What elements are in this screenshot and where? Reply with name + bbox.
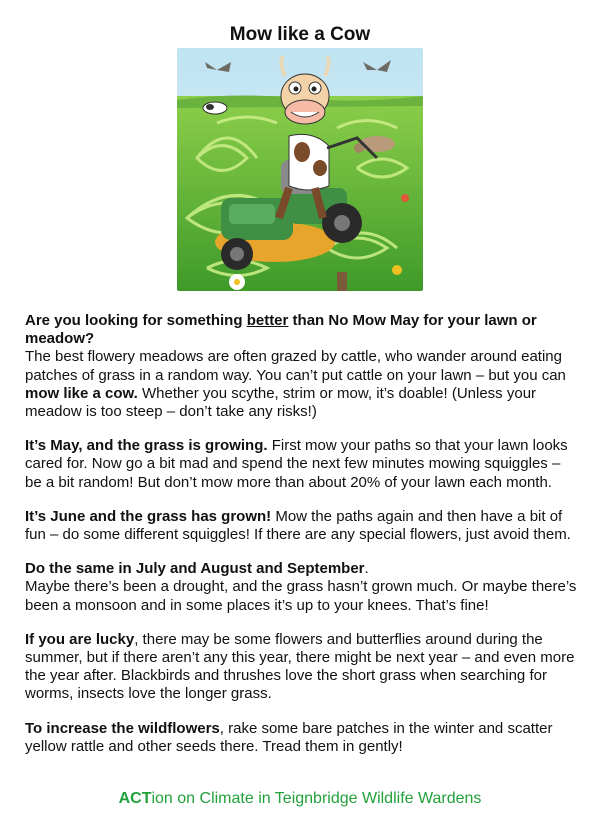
- intro-heading-end: than No Mow May for your lawn or meadow?: [25, 312, 537, 348]
- june-heading: It’s June and the grass has grown!: [25, 507, 272, 525]
- summer-heading: Do the same in July and August and September: [25, 560, 365, 578]
- intro-paragraph: [25, 312, 581, 421]
- article-body: [25, 312, 581, 772]
- intro-heading-start: Are you looking for something: [25, 312, 247, 329]
- footer-rest: ion on Climate in Teignbridge Wildlife Wardens: [151, 790, 482, 807]
- intro-emphasis: mow like a cow.: [25, 384, 138, 402]
- page-title: Mow like a Cow: [229, 24, 371, 45]
- intro-heading-underlined: better: [246, 312, 289, 329]
- may-text: First mow your paths so that your lawn looks cared for. Now go a bit mad and spend the next few minutes mowing squiggles – be a bit random! But don’t mow more than about 20% of your lawn each month.: [25, 437, 568, 491]
- june-paragraph: [25, 508, 581, 544]
- may-paragraph: [25, 437, 581, 492]
- intro-text: The best flowery meadows are often grazed by cattle, who wander around eating patches of grass in a random way. You can’t put cattle on your lawn – but you can: [25, 348, 566, 384]
- wildflowers-heading: To increase the wildflowers: [25, 719, 220, 737]
- summer-heading-period: .: [364, 560, 369, 578]
- june-text: Mow the paths again and then have a bit of fun – do some different squiggles! If there are any special flowers, just avoid them.: [25, 507, 571, 544]
- wildflowers-text: , rake some bare patches in the winter and scatter yellow rattle and other seeds there. Tread them in gently!: [25, 719, 553, 755]
- footer-act: ACT: [118, 790, 152, 807]
- cow-mower-illustration: [177, 48, 423, 291]
- footer-organisation: [0, 790, 600, 808]
- lucky-heading: If you are lucky: [25, 630, 135, 648]
- cartoon-cow-on-ride-on-mower-icon: [177, 48, 423, 291]
- lucky-paragraph: [25, 631, 581, 704]
- intro-text-end: Whether you scythe, strim or mow, it’s doable! (Unless your meadow is too steep – don’t take any risks!): [25, 384, 537, 421]
- may-heading: It’s May, and the grass is growing.: [25, 437, 268, 455]
- lucky-text: , there may be some flowers and butterflies around during the summer, but if there aren’t any this year, there might be next year – and even more the year after. Blackbirds and thrushes love the short grass when searching for worms, insects love the longer grass.: [25, 630, 575, 703]
- summer-paragraph: [25, 560, 581, 615]
- wildflowers-paragraph: [25, 720, 581, 756]
- summer-text: Maybe there’s been a drought, and the grass hasn’t grown much. Or maybe there’s been a monsoon and in some places it’s up to your knees. That’s fine!: [25, 578, 577, 614]
